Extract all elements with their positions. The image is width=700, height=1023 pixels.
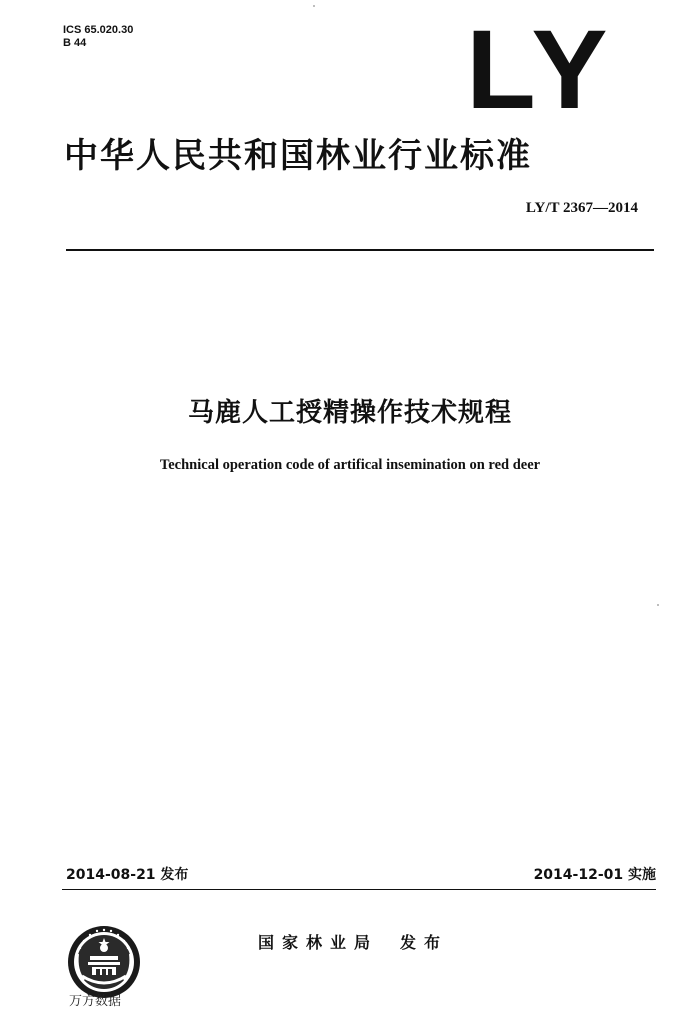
- publisher-line: [258, 930, 448, 953]
- ly-logo: LY: [466, 7, 614, 132]
- standard-code: LY/T 2367—2014: [525, 200, 638, 216]
- classification-codes: [63, 24, 133, 50]
- ics-code: ICS 65.020.30: [63, 24, 134, 36]
- scan-speck: [657, 604, 659, 606]
- document-title-en: Technical operation code of artifical insemination on red deer: [159, 457, 541, 473]
- bottom-divider: [62, 889, 656, 890]
- watermark: 万方数据: [69, 994, 122, 1009]
- top-divider: [66, 249, 654, 251]
- ccs-code: B 44: [63, 37, 87, 49]
- issue-date: 2014-08-21 发布: [66, 867, 189, 883]
- document-title-cn: 马鹿人工授精操作技术规程: [187, 398, 512, 428]
- scan-speck: [313, 5, 315, 7]
- publisher-name: 国家林业局: [258, 933, 379, 952]
- implementation-date: 2014-12-01 实施: [533, 867, 656, 883]
- organization-title: 中华人民共和国林业行业标准: [64, 136, 532, 176]
- official-seal-icon: [66, 924, 142, 1000]
- publisher-action: 发布: [400, 933, 449, 952]
